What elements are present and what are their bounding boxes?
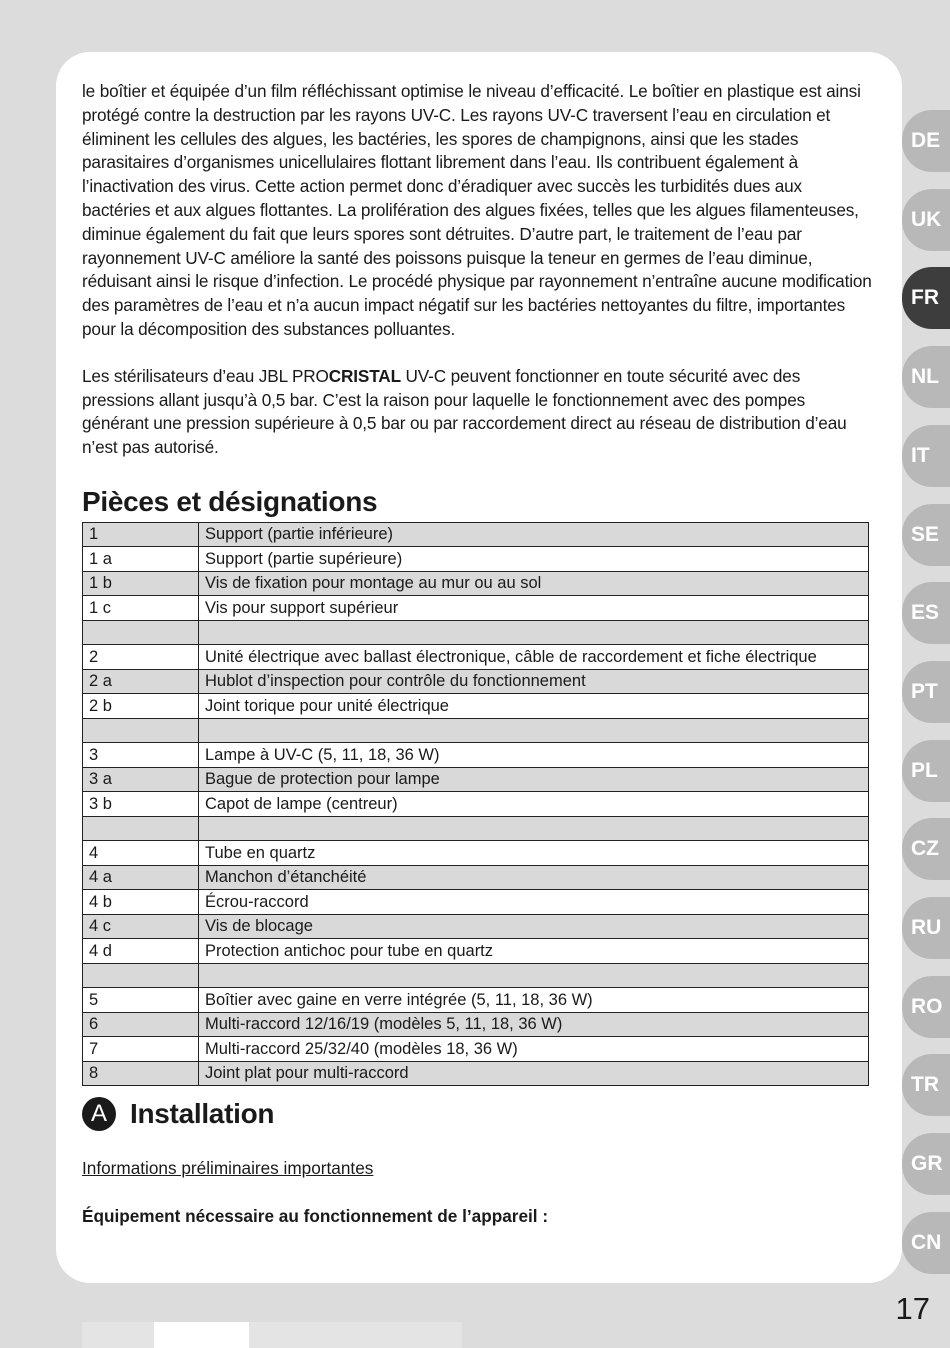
table-row [83, 1012, 869, 1037]
tab-language-nl[interactable]: NL [902, 346, 950, 408]
part-description: Boîtier avec gaine en verre intégrée (5, 11, 18, 36 W) [199, 988, 869, 1013]
part-description [199, 963, 869, 988]
part-number: 4 d [83, 939, 199, 964]
parts-table [82, 522, 869, 1087]
table-row [83, 767, 869, 792]
part-number: 2 [83, 645, 199, 670]
table-row [83, 547, 869, 572]
part-number: 4 [83, 841, 199, 866]
footer-bar [154, 1322, 249, 1348]
installation-title: Installation [130, 1098, 275, 1130]
part-description: Tube en quartz [199, 841, 869, 866]
section-a-badge: A [82, 1097, 116, 1131]
table-row [83, 1061, 869, 1086]
part-number: 3 [83, 743, 199, 768]
intro-paragraph: le boîtier et équipée d’un film réfléchissant optimise le niveau d’efficacité. Le boîtier en plastique est ainsi protégé contre la destruction par les rayons UV-C. Les rayons UV-C traversent l’eau en circulation et éliminent les cellules des algues, les bactéries, les spores de champignons, ainsi que les stades parasitaires d’organismes unicellulaires flottant librement dans l’eau. Ils contribuent également à l’inactivation des virus. Cette action permet donc d’éradiquer avec succès les turbidités dues aux bactéries et aux algues flottantes. La prolifération des algues fixées, telles que les algues filamenteuses, diminue également du fait que leurs spores sont détruites. D’autre part, le traitement de l’eau par rayonnement UV-C améliore la santé des poissons puisque la teneur en germes de l’eau diminue, réduisant ainsi le risque d’infection. Le procédé physique par rayonnement n’entraîne aucune modification des paramètres de l’eau et n’a aucun impact négatif sur les bactéries nettoyantes du filtre, importantes pour la décomposition des substances polluantes. [82, 81, 872, 339]
table-row [83, 718, 869, 743]
part-description: Vis de fixation pour montage au mur ou au sol [199, 571, 869, 596]
tab-language-uk[interactable]: UK [902, 189, 950, 251]
part-number: 3 a [83, 767, 199, 792]
part-number [83, 620, 199, 645]
part-number: 3 b [83, 792, 199, 817]
part-number: 2 b [83, 694, 199, 719]
table-row [83, 620, 869, 645]
part-number: 4 b [83, 890, 199, 915]
tab-language-pl[interactable]: PL [902, 740, 950, 802]
part-description: Multi-raccord 25/32/40 (modèles 18, 36 W) [199, 1037, 869, 1062]
part-description: Multi-raccord 12/16/19 (modèles 5, 11, 18, 36 W) [199, 1012, 869, 1037]
parts-heading: Pièces et désignations [82, 485, 378, 517]
page-number: 17 [895, 1291, 930, 1326]
table-row [83, 988, 869, 1013]
table-row [83, 890, 869, 915]
part-description: Capot de lampe (centreur) [199, 792, 869, 817]
language-tabs [900, 0, 950, 1348]
brand-bold: CRISTAL [328, 365, 401, 386]
preliminary-info-subheading: Informations préliminaires importantes [82, 1158, 374, 1179]
table-row [83, 841, 869, 866]
equipment-heading: Équipement nécessaire au fonctionnement de l’appareil : [82, 1206, 549, 1227]
part-description [199, 620, 869, 645]
table-row [83, 522, 869, 547]
tab-language-it[interactable]: IT [902, 425, 950, 487]
tab-language-ro[interactable]: RO [902, 976, 950, 1038]
table-row [83, 914, 869, 939]
tab-language-tr[interactable]: TR [902, 1054, 950, 1116]
part-description: Joint torique pour unité électrique [199, 694, 869, 719]
table-row [83, 645, 869, 670]
table-row [83, 963, 869, 988]
part-number [83, 816, 199, 841]
part-number: 1 b [83, 571, 199, 596]
table-row [83, 596, 869, 621]
part-number: 6 [83, 1012, 199, 1037]
tab-language-pt[interactable]: PT [902, 661, 950, 723]
tab-language-gr[interactable]: GR [902, 1133, 950, 1195]
table-row [83, 792, 869, 817]
part-number: 1 c [83, 596, 199, 621]
part-number: 2 a [83, 669, 199, 694]
footer-bar [249, 1322, 462, 1348]
part-description: Manchon d’étanchéité [199, 865, 869, 890]
tab-language-fr[interactable]: FR [902, 267, 950, 329]
tab-language-se[interactable]: SE [902, 504, 950, 566]
part-description: Lampe à UV-C (5, 11, 18, 36 W) [199, 743, 869, 768]
pressure-text-after: UV-C peuvent fonctionner en toute sécurité avec des pressions allant jusqu’à 0,5 bar. C’est la raison pour laquelle le fonctionnement avec des pompes générant une pression supérieure à 0,5 bar ou par raccordement direct au réseau de distribution d’eau n’est pas autorisé. [82, 365, 847, 458]
part-number: 5 [83, 988, 199, 1013]
part-description: Écrou-raccord [199, 890, 869, 915]
part-number: 7 [83, 1037, 199, 1062]
part-description: Support (partie supérieure) [199, 547, 869, 572]
part-number: 1 a [83, 547, 199, 572]
part-number: 1 [83, 522, 199, 547]
table-row [83, 939, 869, 964]
part-number [83, 718, 199, 743]
table-row [83, 816, 869, 841]
tab-language-ru[interactable]: RU [902, 897, 950, 959]
tab-language-es[interactable]: ES [902, 582, 950, 644]
part-description [199, 816, 869, 841]
part-description: Vis pour support supérieur [199, 596, 869, 621]
table-row [83, 669, 869, 694]
part-number [83, 963, 199, 988]
part-number: 4 c [83, 914, 199, 939]
tab-language-de[interactable]: DE [902, 110, 950, 172]
main-content [82, 80, 872, 1228]
tab-language-cn[interactable]: CN [902, 1212, 950, 1274]
table-row [83, 1037, 869, 1062]
part-description: Protection antichoc pour tube en quartz [199, 939, 869, 964]
table-row [83, 694, 869, 719]
part-description: Unité électrique avec ballast électronique, câble de raccordement et fiche électrique [199, 645, 869, 670]
installation-heading [82, 1094, 872, 1134]
footer-strip [82, 1322, 462, 1348]
part-description: Bague de protection pour lampe [199, 767, 869, 792]
part-number: 8 [83, 1061, 199, 1086]
pressure-text-before: Les stérilisateurs d’eau JBL PRO [82, 365, 329, 386]
pressure-paragraph [82, 365, 872, 460]
part-description: Vis de blocage [199, 914, 869, 939]
part-description: Hublot d’inspection pour contrôle du fonctionnement [199, 669, 869, 694]
table-row [83, 743, 869, 768]
part-number: 4 a [83, 865, 199, 890]
part-description [199, 718, 869, 743]
footer-bar [82, 1322, 154, 1348]
part-description: Support (partie inférieure) [199, 522, 869, 547]
table-row [83, 865, 869, 890]
part-description: Joint plat pour multi-raccord [199, 1061, 869, 1086]
tab-language-cz[interactable]: CZ [902, 818, 950, 880]
table-row [83, 571, 869, 596]
